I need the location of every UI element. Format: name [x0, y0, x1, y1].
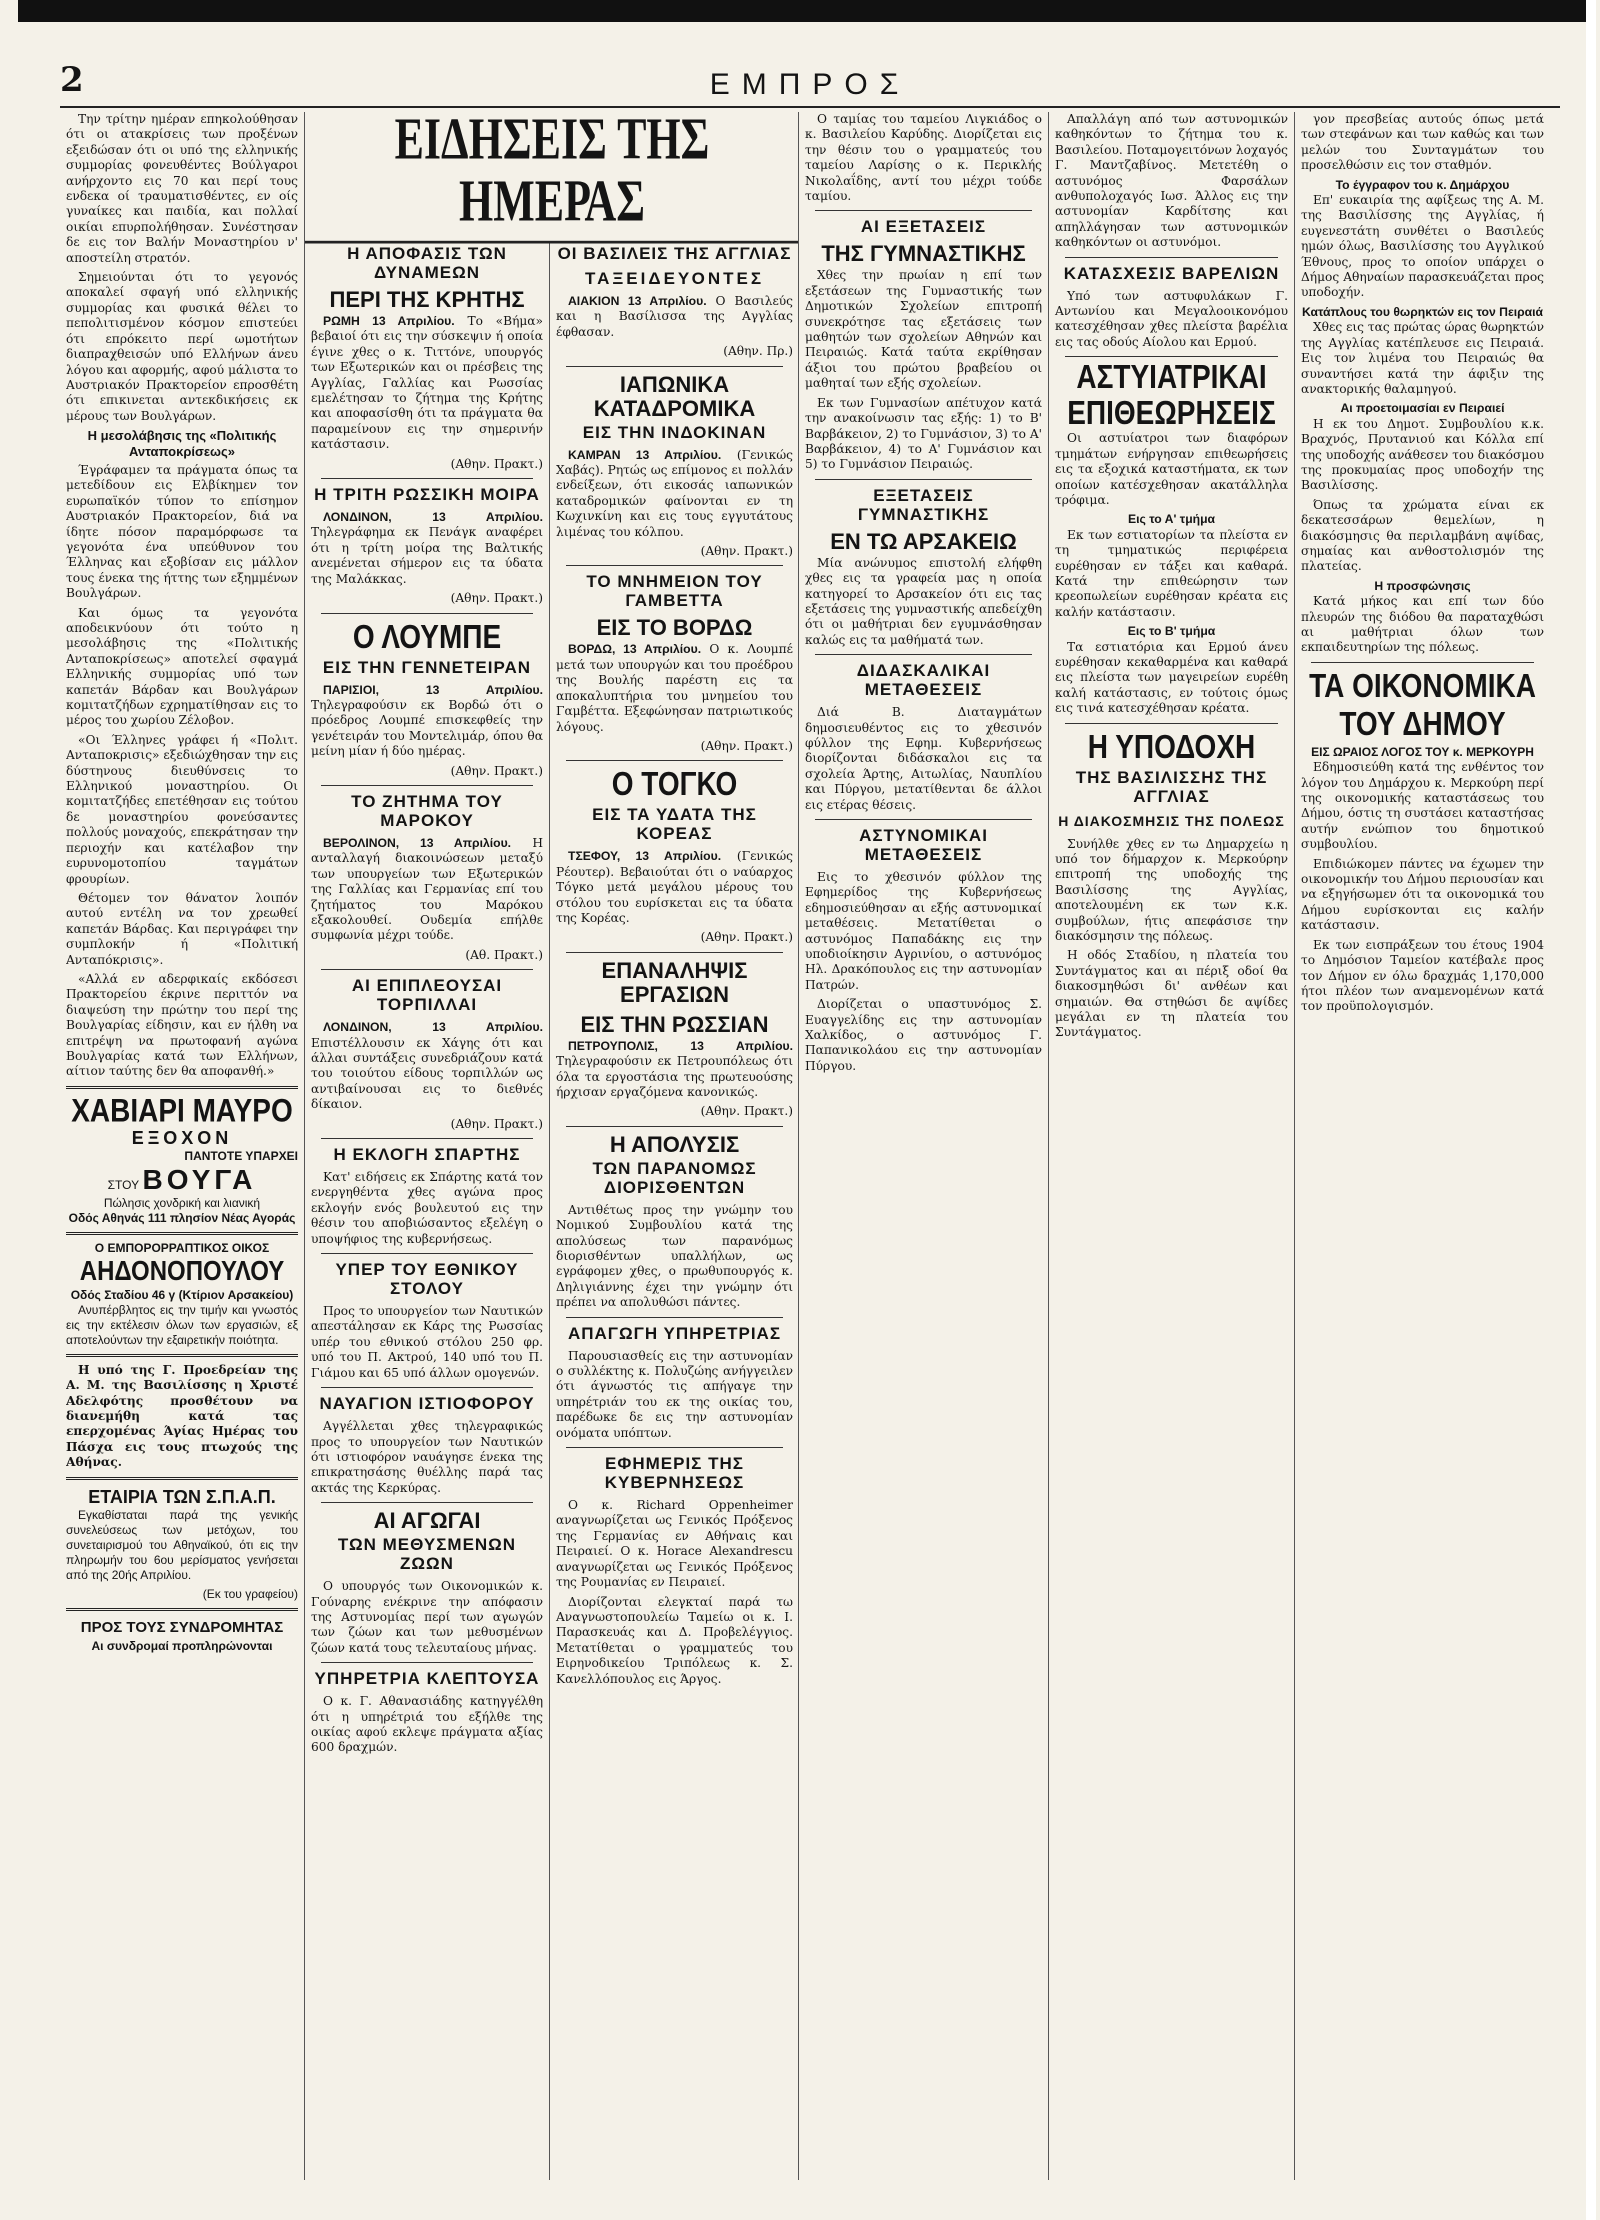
article-text: Εκ των Γυμνασίων απέτυχον κατά την ανακοίνωσιν τας εξής: 1) το Β' Βαρβάκειον, 2) το Γυμνάσιον, 3) το Α' Βαρβάκειον, 4) το Α' Γυμνάσιον και 5) το Γυμνάσιον Πειραιώς.: [805, 395, 1042, 472]
article-text: Τηλεγραφούσιν εκ Πετρουπόλεως ότι όλα τα εργοστάσια της πρωτευούσης ήρχισαν εργαζόμενα κανονικώς.: [556, 1054, 793, 1099]
divider: [566, 1126, 783, 1127]
headline: ΑΙ ΕΠΙΠΛΕΟΥΣΑΙ ΤΟΡΠΙΛΛΑΙ: [351, 976, 503, 1015]
column-6: [1294, 112, 1550, 2180]
article-text: Μία ανώνυμος επιστολή ελήφθη χθες εις τα γραφεία μας η οποία κατηγορεί το Αρσακείον ότι εις τας εξετάσεις της γυμναστικής απεδείχθη ότι οι μαθήτριαι δεν εγυμνάσθησαν καλώς εις τα μαθήματά των.: [805, 555, 1042, 647]
divider: [321, 1138, 533, 1139]
divider: [815, 654, 1032, 655]
divider: [1065, 257, 1278, 258]
subsection-heading: Η μεσολάβησις της «Πολιτικής Ανταποκρίσεως»: [87, 428, 277, 459]
headline: ΑΣΤΥΝΟΜΙΚΑΙ ΜΕΤΑΘΕΣΕΙΣ: [859, 826, 988, 864]
article-text: (Γενικώς Χαβάς). Ρητώς ως επίμονος ει πολλάν ενδείξεων, ότι εικοσάς ιαπωνικών καταδρομικών φαίνονται εν τη Κωχινκίνη και εις τους εγγυτάτους λιμένας του κόλπου.: [556, 447, 793, 539]
article-text: Όπως τα χρώματα είναι εκ δεκατεσσάρων θεμελίων, η διακόσμησις θα περιλαμβάνη αψίδας, σημαίας και ανθοστολισμόν της πλατείας.: [1301, 497, 1544, 574]
article-text: Η εκ του Δημοτ. Συμβουλίου κ.κ. Βραχνός, Πρυτανιού και Κόλλα επί της υποδοχής ανάθεσεν του διακόσμου της προκυμαίας προς υποδοχήν της Βασιλίσσης.: [1301, 416, 1544, 493]
ad-title: ΕΤΑΙΡΙΑ ΤΩΝ Σ.Π.Α.Π.: [88, 1486, 276, 1507]
divider: [66, 1354, 298, 1357]
article-text: Παρουσιασθείς εις την αστυνομίαν ο συλλέκτης κ. Πολυζώης ανήγγειλεν ότι άγνωστός τις απήγαγε την υπηρέτριάν του εκ της οικίας του, παρέδωκε δε εις την αστυνομίαν ονόματα υπόπτων.: [556, 1348, 793, 1440]
headline: ΤΩΝ ΜΕΘΥΣΜΕΝΩΝ ΖΩΩΝ: [337, 1535, 517, 1574]
headline: ΕΠΑΝΑΛΗΨΙΣ ΕΡΓΑΣΙΩΝ: [601, 957, 748, 1007]
headline: ΤΗΣ ΓΥΜΝΑΣΤΙΚΗΣ: [821, 241, 1026, 267]
headline: ΤΑ ΟΙΚΟΝΟΜΙΚΑ: [1309, 666, 1536, 704]
source: (Αθην. Πρακτ.): [700, 738, 793, 753]
divider: [321, 969, 533, 970]
column-1: [66, 112, 304, 2180]
column-2: [305, 242, 549, 2180]
article-text: Απαλλάγη από των αστυνομικών καθηκόντων το ζήτημα του κ. Βασιλείου. Ποταμογειτόνων λοχαγός Γ. Μαντζαβίνος. Μετετέθη ο αστυνόμος Φαρσάλων ανθυπολοχαγός Ιωσ. Άλλος εις την αστυνομίαν Καρδίτσης και απηλλάγησαν των αστυνομικών καθηκόντων οι αστυνόμοι.: [1055, 112, 1289, 250]
advertisement-tailor: [66, 1241, 298, 1348]
headline: ΚΑΤΑΣΧΕΣΙΣ ΒΑΡΕΛΙΩΝ: [1063, 263, 1280, 283]
headline: ΤΟΥ ΔΗΜΟΥ: [1339, 704, 1506, 742]
subheading: Κατάπλους του θωρηκτών εις τον Πειραιά: [1301, 304, 1544, 319]
headline: ΝΑΥΑΓΙΟΝ ΙΣΤΙΟΦΟΡΟΥ: [319, 1394, 535, 1414]
ad-title: ΧΑΒΙΑΡΙ ΜΑΥΡΟ: [71, 1092, 293, 1129]
divider: [566, 565, 783, 566]
article-text: (Γενικώς Ρέουτερ). Βεβαιούται ότι ο ναύαρχος Τόγκο μετά μεγάλου μέρους του στόλου του ευρίσκεται εις τα ύδατα της Κορέας.: [556, 849, 793, 925]
headline: ΤΑΞΕΙΔΕΥΟΝΤΕΣ: [584, 269, 765, 288]
article-text: γον πρεσβείας αυτούς όπως μετά των στεφάνων και των καθώς και των μελών του Συνταγμάτων του προσελθώσιν εις τον σταθμόν.: [1301, 112, 1544, 173]
headline: ΕΙΣ ΤΗΝ ΙΝΔΟΚΙΝΑΝ: [582, 422, 767, 442]
dateline: ΠΑΡΙΣΙΟΙ, 13 Απριλίου.: [323, 682, 543, 697]
divider: [566, 1447, 783, 1448]
article-paragraph: «Οι Έλληνες γράφει ή «Πολιτ. Ανταποκρισις» εξεδιώχθησαν την εις δύστηνους διευθύνσεις το Ελληνικού μοναστηρίου. Οι κομιτατζήδες επετέθησαν εις τούτου δε μοναστηρίου φονεύσαντες πολλούς μοναχούς, επεκράτησαν την περιοχήν και κατέλαβον την ευρυνομοτοπίου ταγμάτων φρουρίων.: [66, 732, 298, 886]
source: (Αθην. Πρακτ.): [700, 1104, 793, 1119]
notice-subscribers: [66, 1617, 298, 1654]
headline: Η ΑΠΟΦΑΣΙΣ ΤΩΝ ΔΥΝΑΜΕΩΝ: [347, 244, 507, 282]
article-text: Κατ' ειδήσεις εκ Σπάρτης κατά τον ενεργηθέντα χθες αγώνα προς εκλογήν ενός βουλευτού εις την θέσιν του αποβιώσαντος εξελέγη ο υποψήφιος της κυβερνήσεως.: [311, 1170, 543, 1246]
source: (Αθην. Πρακτ.): [450, 456, 543, 471]
divider: [1065, 723, 1278, 724]
page-right-edge: [1586, 0, 1596, 2220]
article-text: Διορίζονται ελεγκταί παρά τω Αναγνωστοπουλείω Ταμείω οι κ. Ι. Παρασκευάς και Δ. Προβελέγγιος. Μετατίθεται ο γραμματεύς του Ειρηνοδικείου Τριπόλεως κ. Σ. Κανελλόπουλος εις Άργος.: [556, 1594, 793, 1686]
article-text: Αντιθέτως προς την γνώμην του Νομικού Συμβουλίου κατά της απολύσεως των παρανόμως διορισθέντων υπαλλήλων, ως εγράφομεν χθες, ο πρωθυπουργός κ. Δηλιγιάννης έχει την γνώμην ότι πρέπει να απολυθώσι πάντες.: [556, 1202, 793, 1310]
headline: ΥΠΗΡΕΤΡΙΑ ΚΛΕΠΤΟΥΣΑ: [314, 1669, 540, 1689]
headline: ΤΟ ΖΗΤΗΜΑ ΤΟΥ ΜΑΡΟΚΟΥ: [351, 791, 503, 830]
dateline: ΛΟΝΔΙΝΟΝ, 13 Απριλίου.: [323, 1020, 543, 1035]
top-border-bar: [18, 0, 1586, 22]
divider: [566, 366, 783, 367]
headline: ΕΙΣ ΤΗΝ ΓΕΝΝΕΤΕΙΡΑΝ: [322, 657, 532, 677]
dateline: ΤΣΕΦΟΥ, 13 Απριλίου.: [568, 849, 722, 864]
article-text: Ο Βασιλεύς και η Βασίλισσα της Αγγλίας έφθασαν.: [556, 294, 794, 339]
dateline: ΒΟΡΔΩ, 13 Απριλίου.: [568, 642, 702, 657]
divider: [66, 1086, 298, 1089]
column-4: [798, 112, 1048, 2180]
columns-grid: [66, 112, 1558, 2180]
headline: Η ΔΙΑΚΟΣΜΗΣΙΣ ΤΗΣ ΠΟΛΕΩΣ: [1058, 812, 1285, 829]
page-number: 2: [60, 60, 84, 100]
source: (Αθην. Πρακτ.): [450, 763, 543, 778]
article-text: Ο κ. Λουμπέ μετά των υπουργών και του προέδρου της Βουλής παρέστη εις τα αποκαλυπτήρια του μνημείου του Γαμβέττα. Εξεφώνησαν πατριωτικούς λόγους.: [556, 642, 793, 734]
dateline: ΚΑΜΡΑΝ 13 Απριλίου.: [568, 447, 722, 462]
article-text: Υπό των αστυφυλάκων Γ. Αντωνίου και Μεγαλοοικονόμου κατεσχέθησαν χθες πλείστα βαρέλια εις τας οδούς Αίολου και Ερμού.: [1055, 288, 1288, 349]
headline: ΕΝ ΤΩ ΑΡΣΑΚΕΙΩ: [830, 528, 1017, 554]
divider: [66, 1608, 298, 1611]
headline: Η ΥΠΟΔΟΧΗ: [1087, 727, 1256, 765]
article-text: Εκ των εισπράξεων του έτους 1904 το Δημόσιον Ταμείον κατέβαλε προς τον Δήμον εν όλω δραχμάς 1,170,000 ήτοι πλέον των αναμενομένων κατά τον προϋπολογισμόν.: [1301, 937, 1544, 1014]
advertisement-caviar: [66, 1092, 298, 1226]
dateline: ΡΩΜΗ 13 Απριλίου.: [323, 314, 455, 328]
article-text: Επιστέλλουσιν εκ Χάγης ότι και άλλαι συντάξεις συνεδριάζουν κατά του τοιούτου είδους τορπιλλών ως αντιβαίνουσαι εις το διεθνές δίκαιον.: [311, 1035, 543, 1112]
article-paragraph: Έγράφαμεν τα πράγματα όπως τα μετεδίδουν εις Ελβίκημεν τον ευρωπαϊκόν τύπον το επίσημον Αυστριακόν Πρακτορείον, διά να ίδητε πόσον παραμόρφωσε τα γεγονότα ένα υπεύθυνον του Έλληνας και εξοβίσαν εις μάλλον τους ένεκα της ήττης των εξημμένων Βουλγάρων.: [66, 462, 298, 601]
subheading: Εις το Α' τμήμα: [1127, 512, 1216, 527]
divider: [815, 210, 1032, 211]
source: (Αθην. Πρακτ.): [700, 544, 793, 559]
headline: ΑΠΑΓΩΓΗ ΥΠΗΡΕΤΡΙΑΣ: [567, 1323, 782, 1343]
divider: [321, 1387, 533, 1388]
article-text: Η οδός Σταδίου, η πλατεία του Συντάγματος και αι πέριξ οδοί θα διακοσμηθώσι δι' ανθέων και σημαιών. Θα στηθώσι δε αψίδες μεγάλαι εν τη πλατεία του Συντάγματος.: [1055, 948, 1288, 1040]
ad-text: Ανυπέρβλητος εις την τιμήν και γνωστός εις την εκτέλεσιν όλων των εργασιών, εξ αποτελούντων την εξαιρετικήν ποιότητα.: [66, 1302, 298, 1347]
article-text: Κατά μήκος και επί των δύο πλευρών της διόδου θα παραταχθώσι αι μαθήτριαι όλων των εκπαιδευτηρίων της πόλεως.: [1301, 594, 1544, 655]
newspaper-title: ΕΜΠΡΟΣ: [709, 68, 911, 101]
article-text: Τηλεγραφούσιν εκ Βορδώ ότι ο πρόεδρος Λουμπέ επισκεφθείς την γενέτειράν του Μοντελιμάρ, όπου θα μείνη μίαν ή δύο ημέρας.: [311, 697, 543, 759]
article-text: Χθες την πρωίαν η επί των εξετάσεων της Γυμναστικής των Δημοτικών Σχολείων επιτροπή συνεκρότησε τας εξετάσεις των μαθητών των σχολείων Αθηνών και Πειραιώς. Κατά ταύτα εκρίθησαν άξιοι του πρώτου βραβείου οι μαθηταί των εξής σχολείων.: [805, 268, 1042, 391]
headline: ΕΙΣ ΤΗΝ ΡΩΣΣΙΑΝ: [580, 1011, 769, 1037]
ad-shop-name: ΒΟΥΓΑ: [142, 1163, 257, 1195]
article-text: Τηλεγράφημα εκ Πενάγκ αναφέρει ότι η τρίτη μοίρα της Βαλτικής ανεμένεται σήμερον εις τα ύδατα της Μαλάκκας.: [311, 525, 543, 586]
dateline: ΒΕΡΟΛΙΝΟΝ, 13 Απριλίου.: [323, 835, 512, 850]
divider: [321, 1662, 533, 1663]
news-columns: [304, 112, 798, 2180]
headline: ΕΦΗΜΕΡΙΣ ΤΗΣ ΚΥΒΕΡΝΗΣΕΩΣ: [604, 1454, 745, 1493]
article-text: Ο υπουργός των Οικονομικών κ. Γούναρης ενέκρινε την απόφασιν της Αστυνομίας περί των αγωγών των ζώων και των μεθυσμένων ζώων κατά τους τελευταίους μήνας.: [311, 1579, 543, 1655]
article-text: Ο ταμίας του ταμείου Λιγκιάδος ο κ. Βασιλείου Καρύδης. Διορίζεται εις την θέσιν του ο γραμματεύς του ταμείου Λαρίσης ο κ. Περικλής Νικολαΐδης, αντί του μέχρι τούδε ταμίου.: [805, 112, 1042, 204]
divider: [321, 1253, 533, 1254]
notice-text: Αι συνδρομαί προπληρώνονται: [91, 1638, 273, 1653]
subheading: Εις το Β' τμήμα: [1127, 624, 1216, 639]
divider: [66, 1477, 298, 1480]
source: (Αθην. Πρακτ.): [700, 930, 793, 945]
headline: Ο ΛΟΥΜΠΕ: [352, 617, 502, 655]
headline: ΙΑΠΩΝΙΚΑ ΚΑΤΑΔΡΟΜΙΚΑ: [593, 371, 756, 421]
masthead: [60, 60, 1560, 108]
article-text: Χθες εις τας πρώτας ώρας θωρηκτών της Αγγλίας κατέπλευσε εις Πειραιά. Εις τον λιμένα του Πειραιώς θα συναντήσει κατά την άφιξιν της ανακτορικής θαλαμηγού.: [1301, 320, 1544, 396]
divider: [66, 1232, 298, 1235]
dateline: ΠΕΤΡΟΥΠΟΛΙΣ, 13 Απριλίου.: [568, 1038, 793, 1053]
headline: Η ΤΡΙΤΗ ΡΩΣΣΙΚΗ ΜΟΙΡΑ: [314, 485, 540, 505]
ad-address: Οδός Σταδίου 46 γ (Κτίριον Αρσακείου): [70, 1287, 294, 1302]
notice-title: ΠΡΟΣ ΤΟΥΣ ΣΥΝΔΡΟΜΗΤΑΣ: [80, 1618, 284, 1636]
article-paragraph: Θέτομεν τον θάνατον λοιπόν αυτού εντέλη να τον χρεωθεί καπετάν Βάρδας. Και περιγράφει την συμπλοκήν ή «Πολιτική Ανταπόκρισις».: [66, 890, 298, 967]
headline: ΔΙΔΑΣΚΑΛΙΚΑΙ ΜΕΤΑΘΕΣΕΙΣ: [856, 661, 991, 700]
divider: [321, 478, 533, 479]
divider: [321, 1502, 533, 1503]
dateline: ΑΙΑΚΙΟΝ 13 Απριλίου.: [568, 294, 707, 308]
ad-subtitle: ΕΞΟΧΟΝ: [131, 1127, 233, 1148]
article-paragraph: Την τρίτην ημέραν επηκολούθησαν ότι οι ατακρίσεις των προξένων εξειδώσαν ότι οι υπό της ελληνικής συμμορίας φονευθέντες Βούλγαροι ανήρχοντο εις 70 και περί τους ενδεκα οί τραυματισθέντες, εν οίς γυναίκες και παιδία, και πολλαί οικίαι επυρπολήθησαν. Συνέστησαν δε εις τον Βαλήν Μοναστηρίου ν' αποστείλη στρατόν.: [66, 112, 298, 265]
headline: Η ΕΚΛΟΓΗ ΣΠΑΡΤΗΣ: [333, 1145, 521, 1165]
headline: Ο ΤΟΓΚΟ: [611, 765, 738, 803]
divider: [566, 952, 783, 953]
ad-address: Οδός Αθηνάς 111 πλησίον Νέας Αγοράς: [68, 1210, 296, 1225]
article-text: Διορίζεται ο υπαστυνόμος Σ. Ευαγγελίδης εις την αστυνομίαν Χαλκίδος, ο αστυνόμος Γ. Παπανικολάου εις την αστυνομίαν Πύργου.: [805, 997, 1042, 1073]
divider: [815, 819, 1032, 820]
article-text: Οι αστυίατροι των διαφόρων τμημάτων ενήργησαν επιθεωρήσεις εις τα εξοχικά καταστήματα, εκ των οποίων κατέσχεθησαν ακατάλληλα τρόφιμα.: [1055, 431, 1288, 507]
headline: ΕΞΕΤΑΣΕΙΣ ΓΥΜΝΑΣΤΙΚΗΣ: [857, 485, 990, 524]
article-text: Επιδιώκομεν πάντες να έχωμεν την οικονομικήν του Δήμου περιουσίαν και να εξηγήσωμεν ότι τα οικονομικά του Δήμου ευρίσκονται εις καλήν κατάστασιν.: [1301, 856, 1544, 933]
headline: ΤΗΣ ΒΑΣΙΛΙΣΣΗΣ ΤΗΣ ΑΓΓΛΙΑΣ: [1075, 767, 1268, 806]
source: (Αθ. Πρακτ.): [465, 947, 543, 962]
headline: Η ΑΠΟΛΥΣΙΣ: [609, 1131, 740, 1157]
ad-source: (Εκ του γραφείου): [202, 1586, 298, 1601]
divider: [1311, 662, 1534, 663]
article-text: Το «Βήμα» βεβαιοί ότι εις την σύσκεψιν ή οποία έγινε χθες ο κ. Τιττόνε, υπουργός των Εξωτερικών και οι πρέσβεις της Αγγλίας, Γαλλίας και Ρωσσίας εμελέτησαν το ζήτημα της Κρήτης και αποφασίσθη ότι τα πράγματα θα παραμείνουν εις την σημερινήν κατάστασιν.: [311, 314, 543, 452]
column-5: [1048, 112, 1294, 2180]
divider: [321, 785, 533, 786]
article-text: Συνήλθε χθες εν τω Δημαρχείω η υπό τον δήμαρχον κ. Μερκούρην επιτροπή της υποδοχής της Βασιλίσσης της Αγγλίας, αποτελουμένη εκ των κ.κ. συμβούλων, ήτις απεφάσισε την διακόσμησιν της πόλεως.: [1055, 836, 1288, 944]
article-text: Εις το χθεσινόν φύλλον της Εφημερίδος της Κυβερνήσεως εδημοσιεύθησαν αι εξής αστυνομικαί μεταθέσεις. Μετατίθεται ο αστυνόμος Παπαδάκης εις την υποδιοίκησιν Αγρινίου, ο αστυνόμος Ηλ. Δρακόπουλος εις την αστυνομίαν Πατρών.: [805, 870, 1042, 992]
divider: [566, 1317, 783, 1318]
article-text: Ο κ. Richard Oppenheimer αναγνωρίζεται ως Γενικός Πρόξενος της Γερμανίας εν Αθήναις και Πειραιεί. Ο κ. Horace Alexandrescu αναγνωρίζεται ως Γενικός Πρόξενος της Ρουμανίας εν Πειραιεί.: [556, 1498, 793, 1590]
source: (Αθην. Πρ.): [723, 344, 793, 359]
headline: ΤΟ ΜΝΗΜΕΙΟΝ ΤΟΥ ΓΑΜΒΕΤΤΑ: [586, 572, 763, 611]
dateline: ΛΟΝΔΙΝΟΝ, 13 Απριλίου.: [323, 510, 543, 525]
headline: ΑΙ ΑΓΩΓΑΙ: [373, 1508, 481, 1534]
ad-title: Ο ΕΜΠΟΡΟΡΡΑΠΤΙΚΟΣ ΟΙΚΟΣ: [94, 1240, 270, 1255]
ad-text: Εγκαθίσταται παρά της γενικής συνελεύσεως των μετόχων, του συνεταιρισμού του Αθηναϊκού, ότι εις την πληρωμήν του 6ου μερίσματος γενήσεται από της 20ής Απριλίου.: [66, 1507, 298, 1582]
headline: ΟΙ ΒΑΣΙΛΕΙΣ ΤΗΣ ΑΓΓΛΙΑΣ: [557, 244, 792, 263]
ad-at: ΣΤΟΥ: [107, 1177, 140, 1192]
article-text: Προς το υπουργείον των Ναυτικών απεστάλησαν εκ Κάρς της Ρωσσίας υπέρ του εθνικού στόλου 250 φρ. υπό του Π. Ακτρού, 140 υπό του Π. Γιάμου και 65 υπό άλλων ομογενών.: [311, 1304, 543, 1380]
article-text: Τα εστιατόρια και Ερμού άνευ ευρέθησαν κεκαθαρμένα και καθαρά εις πλείστα των μαγειρείων ευρέθη καλή κατάστασις, εν τούτοις όμως εις τινά κατεσχέθησαν κρέατα.: [1055, 639, 1288, 716]
headline: ΤΩΝ ΠΑΡΑΝΟΜΩΣ ΔΙΟΡΙΣΘΕΝΤΩΝ: [592, 1158, 757, 1197]
headline: ΕΙΣ ΤΑ ΥΔΑΤΑ ΤΗΣ ΚΟΡΕΑΣ: [592, 805, 757, 844]
headline: ΑΙ ΕΞΕΤΑΣΕΙΣ: [860, 217, 987, 237]
source: (Αθην. Πρακτ.): [450, 1116, 543, 1131]
advertisement-company: [66, 1486, 298, 1602]
article-paragraph: Και όμως τα γεγονότα αποδεικνύουν ότι τούτο η μεσολάβησις της «Πολιτικής Ανταποκρίσεως» αποτελεί σφαγμά Ελληνικής συμμορίας υπό των καπετάν Βάρδαν και Βουλγάρων κομιτατζήδων εχρηματίθησαν εις το μέρος του χωρίου Ζέλοβον.: [66, 605, 298, 728]
divider: [815, 479, 1032, 480]
ad-shop-name: ΑΗΔΟΝΟΠΟΥΛΟΥ: [79, 1255, 285, 1287]
banner-headline: ΕΙΔΗΣΕΙΣ ΤΗΣ ΗΜΕΡΑΣ: [305, 112, 798, 244]
headline: ΑΣΤΥΙΑΤΡΙΚΑΙ ΕΠΙΘΕΩΡΗΣΕΙΣ: [1067, 358, 1276, 432]
source: (Αθην. Πρακτ.): [450, 591, 543, 606]
article-paragraph: «Αλλά εν αδερφικαίς εκδόσεσι Πρακτορείου έκρινε περιττόν να διαψεύση την πρώτην του περί της Βουλγαρίας είδησιν, και εν ήλθη να επιτρέψη να πρωτοφανή αγώνα Βουλγαρίας κατά των Ελλήνων, αίτιον ταύτης δεν θα αποφανθή.»: [66, 971, 298, 1079]
subheading: Η προσφώνησις: [1374, 578, 1471, 593]
article-text: Διά Β. Διαταγμάτων δημοσιευθέντος εις το χθεσινόν φύλλον της Εφημ. Κυβερνήσεως διορίζονται διδάσκαλοι εις τα σχολεία Άρτης, Αιτωλίας, Ναυπλίου και Πύργου, μετατίθενται δε άλλοι εις ετέρας θέσεις.: [805, 705, 1042, 812]
column-3: [549, 242, 798, 2180]
article-text: Εδημοσιεύθη κατά της ενθέντος τον λόγον του Δημάρχου κ. Μερκούρη περί της οικονομικής καταστάσεως του Δήμου, όστις τη συστάσει καταστήσας αυτήν ενώπιον του δημοτικού συμβουλίου.: [1301, 760, 1544, 852]
headline: ΕΙΣ ΤΟ ΒΟΡΔΩ: [596, 615, 753, 641]
article-text: Η ανταλλαγή διακοινώσεων μεταξύ των υπουργείων των Εξωτερικών της Γαλλίας και Γερμανίας επί του ζητήματος του Μαρόκου εξακολουθεί. Ουδεμία επήλθε συμφωνία μέχρι τούδε.: [311, 835, 543, 943]
divider: [566, 760, 783, 761]
article-text: Αγγέλλεται χθες τηλεγραφικώς προς το υπουργείον των Ναυτικών ότι ιστιοφόρον ναυάγησε ένεκα της επικρατησάσης θυέλλης παρά τας ακτάς της Κερκύρας.: [311, 1419, 543, 1495]
subheading: Το έγγραφον του κ. Δημάρχου: [1335, 177, 1510, 192]
divider: [321, 613, 533, 614]
article-text: Ο κ. Γ. Αθανασιάδης κατηγγέλθη ότι η υπηρέτριά του εξήλθε της οικίας αφού εκλεψε πράγματα αξίας 600 δραχμών.: [311, 1694, 543, 1755]
article-text: Εκ των εστιατορίων τα πλείστα εν τη τμηματικώς περιφέρεια ευρέθησαν εν τάξει και καθαρά. Κατά την επιθεώρησιν των κρεοπωλείων ευρέθησαν κρέατα εις καλήν κατάστασιν.: [1055, 527, 1288, 619]
headline: ΕΙΣ ΩΡΑΙΟΣ ΛΟΓΟΣ ΤΟΥ κ. ΜΕΡΚΟΥΡΗ: [1311, 744, 1534, 759]
ad-line: ΠΑΝΤΟΤΕ ΥΠΑΡΧΕΙ: [184, 1148, 298, 1163]
headline: ΠΕΡΙ ΤΗΣ ΚΡΗΤΗΣ: [329, 287, 525, 312]
article-text: Επ' ευκαιρία της αφίξεως της Α. Μ. της Βασιλίσσης της Αγγλίας, ή ευγενεστάτη συνθέτει ο Βασιλεύς ημών όλως, Βασιλίσσης του Αγγλικού Έθνους, προς το οποίον υπάρχει ο Δήμος Αθηναίων παρασκευάζεται προς υποδοχήν.: [1301, 193, 1544, 300]
ad-small: Πώλησις χονδρική και λιανική: [103, 1195, 261, 1210]
notice-paragraph: Η υπό της Γ. Προεδρείαν της Α. Μ. της Βασιλίσσης η Χριστέ Αδελφότης προσθέτουν να διανεμήθη κατά τας επερχομένας Άγίας Ημέρας του Πάσχα εις τους πτωχούς της Αθήνας.: [66, 1362, 298, 1470]
subheading: Αι προετοιμασίαι εν Πειραιεί: [1340, 401, 1505, 416]
headline: ΥΠΕΡ ΤΟΥ ΕΘΝΙΚΟΥ ΣΤΟΛΟΥ: [335, 1260, 519, 1299]
article-paragraph: Σημειούνται ότι το γεγονός αποκαλεί σφαγή υπό ελληνικής συμμορίας και φυσικά θέλει το πεπολιτισμένον κόσμον επιστεύει ότι επρόκειτο περί ωμοτήτων διαπραχθεισών υπό Ελλήνων άνευ λόγου και αφορμής, αφού μάλιστα το Αυστριακόν Πρακτορείον επροσθέτη ότι επικινεται αντεκδικήσεις εκ μέρους των Βουλγάρων.: [66, 270, 298, 423]
